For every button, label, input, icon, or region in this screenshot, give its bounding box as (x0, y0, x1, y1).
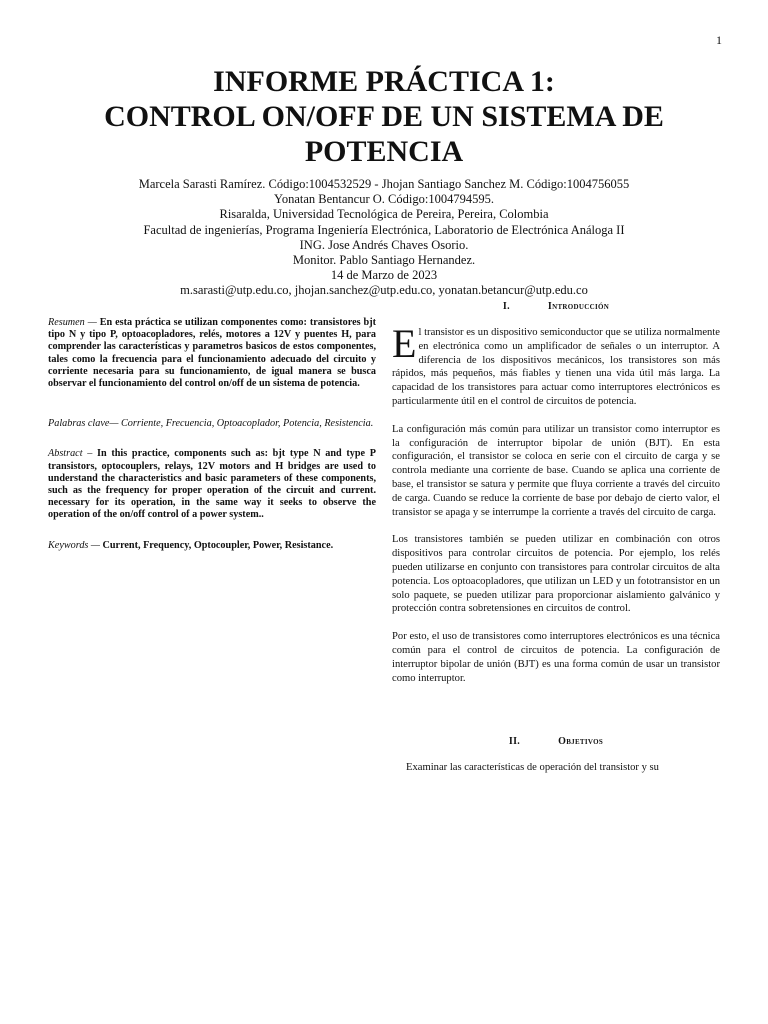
keywords-text: Current, Frequency, Optocoupler, Power, Resistance. (102, 539, 334, 551)
abstract-paragraph (48, 448, 376, 521)
author-line: Marcela Sarasti Ramírez. Código:1004532529 - Jhojan Santiago Sanchez M. Código:1004756055 (138, 177, 630, 191)
section-title: Introducción (547, 301, 610, 312)
objetivos-paragraph: Examinar las características de operación del transistor y su (406, 762, 659, 774)
intro-paragraph-1 (392, 321, 720, 409)
intro-paragraph-1-text: l transistor es un dispositivo semiconductor que se utiliza normalmente en electrónica como un amplificador de señales o un interruptor. A diferencia de los dispositivos mecánicos, los transistores son más rápidos, más pequeños, más fiables y tienen una vida útil más larga. La capacidad de los transistores para actuar como interruptores electrónicos es particularmente útil en el control de circuitos de potencia. (392, 327, 720, 407)
author-line: Yonatan Bentancur O. Código:1004794595. (274, 192, 494, 207)
monitor-line: Monitor. Pablo Santiago Hernandez. (292, 253, 476, 268)
intro-paragraph-4: Por esto, el uso de transistores como interruptores electrónicos es una técnica común para el control de circuitos de potencia. La configuración de interruptor bipolar de unión (BJT) es una forma común de usar un transistor como interruptor. (392, 631, 720, 684)
abstract-label: Abstract – (48, 448, 93, 460)
abstract-text: In this practice, components such as: bjt type N and type P transistors, optocouplers, relays, 12V motors and H bridges are used to understand the characteristics and basic parameters of these components, such as the frequency for proper operation of the circuit and current. necessary for its operation, in the same way it seeks to observe the operation of the on/off control of a power system.. (48, 448, 376, 521)
section-number: II. (508, 736, 521, 748)
author-block (40, 177, 728, 299)
affiliation-line: Facultad de ingenierías, Programa Ingeniería Electrónica, Laboratorio de Electrónica Análoga II (143, 222, 625, 237)
title-line-3: POTENCIA (304, 135, 464, 168)
title-line-2: CONTROL ON/OFF DE UN SISTEMA DE (104, 100, 664, 133)
intro-paragraph-2: La configuración más común para utilizar un transistor como interruptor es la configuración de interruptor bipolar de unión (BJT). En esta configuración, el transistor se coloca en serie con el circuito de carga y se controla mediante una corriente de base. Cuando se aplica una corriente de base, el transistor se satura y permite que fluya corriente a través del circuito de carga. Cuando se reduce la corriente de base por debajo de cierto valor, el transistor se apaga y se interrumpe la corriente a través del circuito de carga. (392, 423, 720, 518)
date-line: 14 de Marzo de 2023 (330, 268, 438, 283)
section-title: Objetivos (558, 736, 604, 748)
left-column (48, 317, 376, 570)
section-heading-introduccion (392, 300, 720, 314)
section-number: I. (502, 301, 510, 312)
intro-paragraph-3: Los transistores también se pueden utilizar en combinación con otros dispositivos para controlar circuitos de potencia. Por ejemplo, los relés pueden utilizarse en conjunto con transistores para controlar circuitos de alta potencia. Los optoacopladores, que utilizan un LED y un fototransistor en un solo paquete, se pueden utilizar para proporcionar aislamiento galvánico y protección contra sobretensiones en circuitos de control. (392, 534, 720, 615)
resumen-paragraph (48, 317, 376, 390)
keywords-paragraph (48, 540, 376, 552)
page-number: 1 (716, 33, 722, 47)
title-line-1: INFORME PRÁCTICA 1: (213, 65, 555, 98)
professor-line: ING. Jose Andrés Chaves Osorio. (299, 237, 469, 252)
resumen-label: Resumen — (48, 317, 97, 328)
drop-cap: E (392, 321, 417, 366)
section-heading-objetivos (392, 735, 720, 749)
resumen-text: En esta práctica se utilizan componentes como: transistores bjt tipo N y tipo P, optoacopladores, relés, motores a 12V y puentes H, para comprender las características y parametros basicos de estos componentes, tales como la frecuencia para el funcionamiento adecuado del circuito y corriente necesaria para su funcionamiento, de igual manera se busca observar el funcionamiento del control on/off de un sistema de potencia. (48, 317, 376, 390)
palabras-clave-text: Corriente, Frecuencia, Optoacoplador, Potencia, Resistencia. (121, 418, 374, 430)
palabras-clave-paragraph (48, 418, 376, 430)
paper-title (40, 64, 728, 169)
right-column (392, 300, 720, 775)
keywords-label: Keywords — (48, 539, 100, 551)
email-line: m.sarasti@utp.edu.co, jhojan.sanchez@utp.edu.co, yonatan.betancur@utp.edu.co (180, 283, 588, 298)
palabras-clave-label: Palabras clave— (48, 418, 119, 430)
affiliation-line: Risaralda, Universidad Tecnológica de Pereira, Pereira, Colombia (219, 207, 549, 222)
